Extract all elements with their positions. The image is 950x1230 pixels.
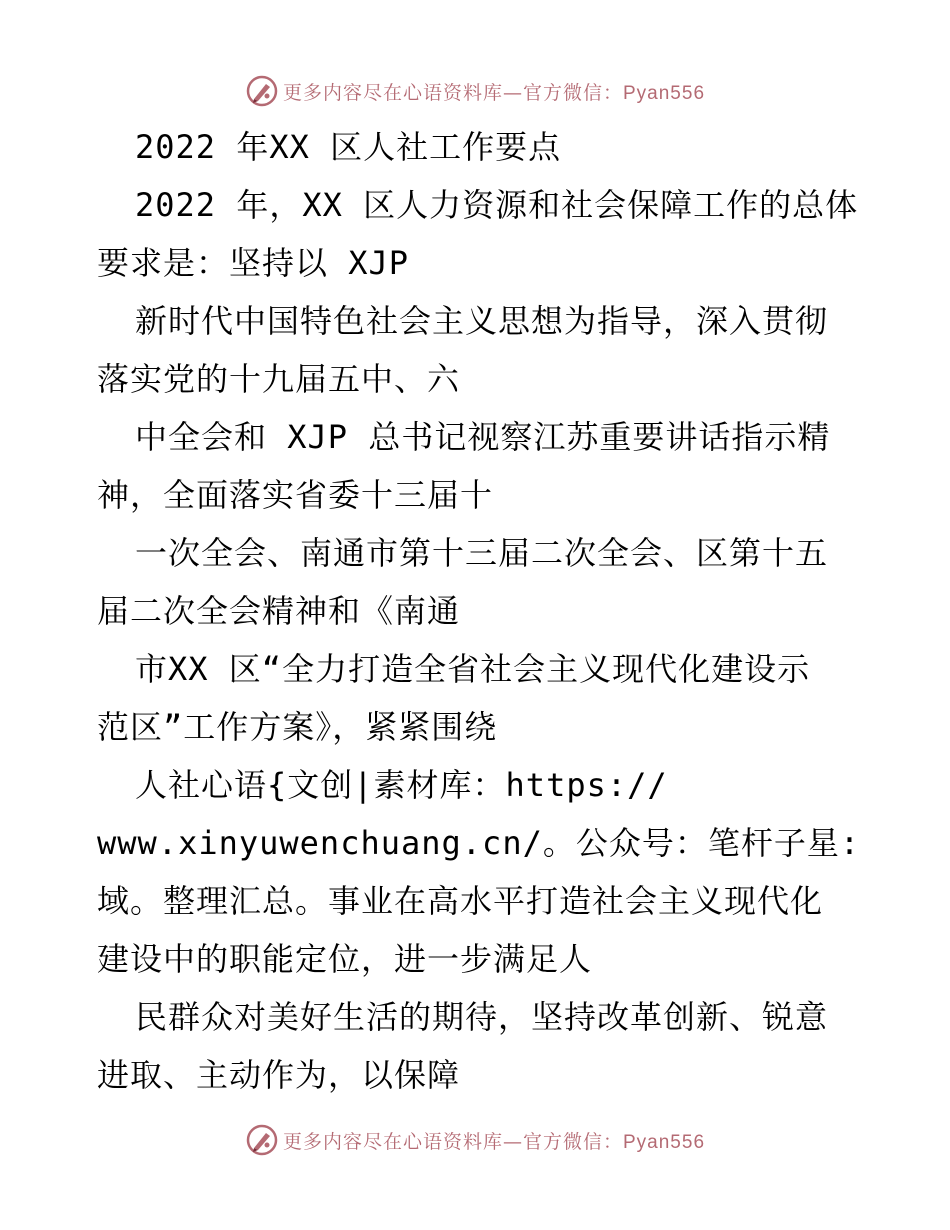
document-title: 2022 年XX 区人社工作要点 [135, 128, 562, 166]
footer-banner-text [283, 1127, 705, 1154]
pen-logo-icon [245, 74, 279, 108]
pen-logo-icon [245, 1123, 279, 1157]
header-banner [0, 72, 950, 110]
paragraph-line: 中全会和 XJP 总书记视察江苏重要讲话指示精 [135, 418, 831, 456]
footer-banner-label: 更多内容尽在心语资料库—官方微信： [282, 1130, 623, 1153]
paragraph-line: 市XX 区“全力打造全省社会主义现代化建设示 [135, 650, 811, 688]
footer-banner [0, 1121, 950, 1159]
header-banner-wechat: Pyan556 [623, 82, 706, 104]
header-banner-text [283, 78, 705, 105]
paragraph-line: 要求是：坚持以 XJP [97, 244, 410, 282]
paragraph-line: 落实党的十九届五中、六 [97, 360, 461, 398]
paragraph-line: 建设中的职能定位，进一步满足人 [97, 940, 593, 978]
paragraph-line: 民群众对美好生活的期待，坚持改革创新、锐意 [135, 998, 829, 1036]
paragraph-line: 进取、主动作为，以保障 [97, 1056, 461, 1094]
paragraph-line: 2022 年，XX 区人力资源和社会保障工作的总体 [135, 186, 859, 224]
paragraph-line: www.xinyuwenchuang.cn/。公众号：笔杆子星: [97, 824, 861, 862]
paragraph-line: 神，全面落实省委十三届十 [97, 476, 494, 514]
paragraph-line: 范区”工作方案》，紧紧围绕 [97, 708, 498, 746]
paragraph-line: 域。整理汇总。事业在高水平打造社会主义现代化 [97, 882, 824, 920]
document-body [97, 118, 861, 1104]
header-banner-label: 更多内容尽在心语资料库—官方微信： [282, 81, 623, 104]
paragraph-line: 届二次全会精神和《南通 [97, 592, 461, 630]
footer-banner-wechat: Pyan556 [623, 1131, 706, 1153]
paragraph-line: 新时代中国特色社会主义思想为指导，深入贯彻 [135, 302, 829, 340]
paragraph-line: 一次全会、南通市第十三届二次全会、区第十五 [135, 534, 829, 572]
paragraph-line: 人社心语{文创|素材库：https:// [135, 766, 668, 804]
